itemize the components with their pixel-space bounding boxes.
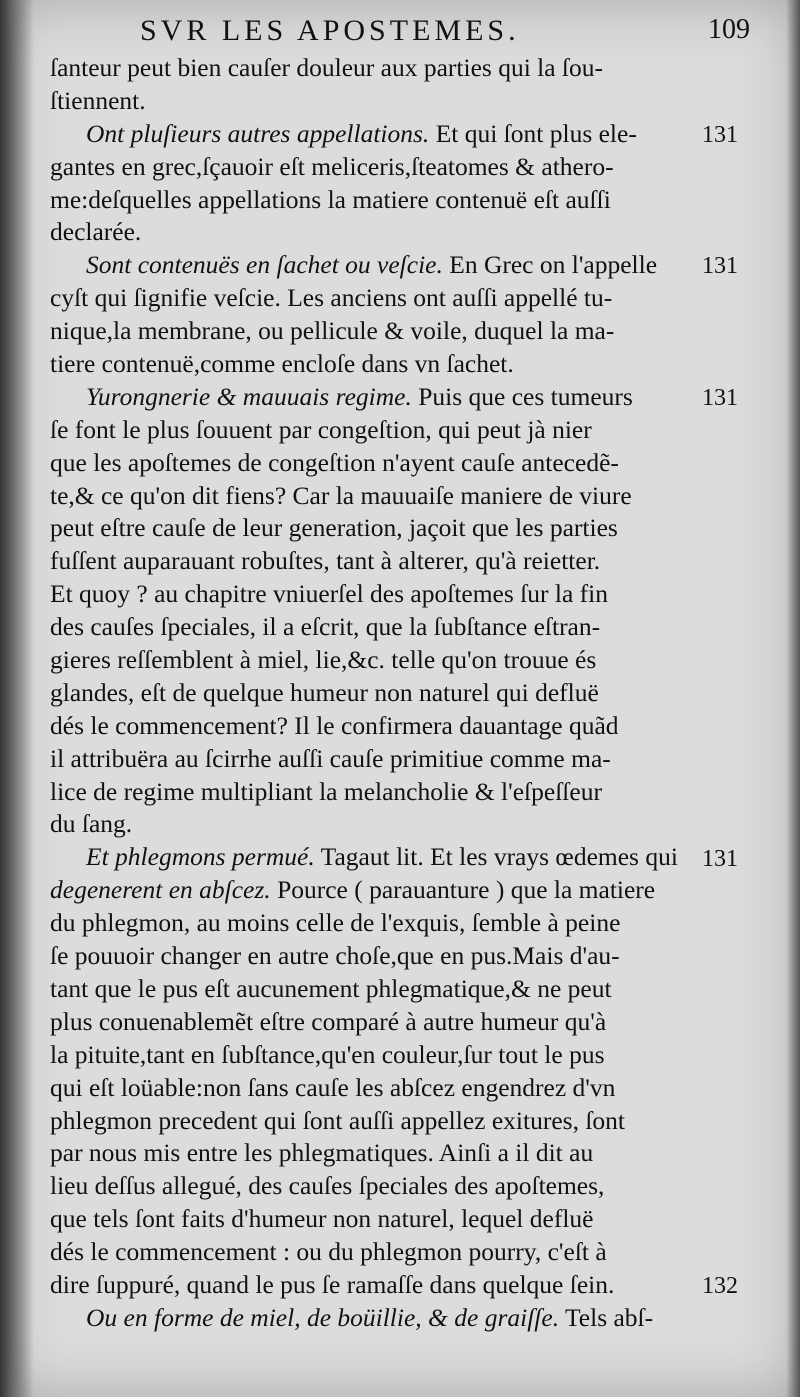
text-line: [50, 1269, 690, 1302]
line-text: fuſſent auparauant robuſtes, tant à alterer, qu'à reietter.: [50, 546, 601, 576]
line-text: Tels abſ-: [559, 1302, 654, 1332]
text-line: [50, 776, 690, 809]
text-line: [50, 644, 690, 677]
page-header: [60, 10, 750, 52]
line-text: du ſang.: [50, 809, 133, 839]
line-text: phlegmon precedent qui ſont auſſi appellez exitures, ſont: [50, 1105, 625, 1135]
line-text: dés le commencement? Il le confirmera dauantage quãd: [50, 710, 619, 740]
line-text: peut eſtre cauſe de leur generation, jaçoit que les parties: [50, 513, 618, 543]
line-text: Pource ( parauanture ) que la matiere: [270, 875, 656, 905]
margin-note: 132: [702, 1273, 738, 1300]
line-text: des cauſes ſpeciales, il a eſcrit, que la ſubſtance eſtran-: [50, 612, 601, 642]
italic-lemma: Sont contenuës en ſachet ou veſcie.: [86, 250, 443, 280]
text-line: [50, 973, 690, 1006]
text-line: [50, 940, 690, 973]
line-text: te,& ce qu'on dit fiens? Car la mauuaiſe maniere de viure: [50, 480, 632, 510]
text-line: [50, 118, 690, 151]
line-text: En Grec on l'appelle: [442, 250, 658, 280]
text-line: [50, 874, 690, 907]
line-text: lice de regime multipliant la melancholie & l'eſpeſſeur: [50, 776, 602, 806]
text-line: [50, 841, 690, 874]
text-line: [50, 52, 690, 85]
line-text: la pituite,tant en ſubſtance,qu'en couleur,ſur tout le pus: [50, 1039, 605, 1069]
text-line: [50, 1039, 690, 1072]
text-line: [50, 545, 690, 578]
line-text: gieres reſſemblent à miel, lie,&c. telle qu'on trouue és: [50, 645, 597, 675]
line-text: il attribuëra au ſcirrhe auſſi cauſe primitiue comme ma-: [50, 743, 611, 773]
line-text: qui eſt loüable:non ſans cauſe les abſcez engendrez d'vn: [50, 1072, 616, 1102]
text-line: [50, 907, 690, 940]
text-line: [50, 1170, 690, 1203]
text-line: [50, 184, 690, 217]
italic-lemma: Ou en forme de miel, de boüillie, & de graiſſe.: [86, 1302, 560, 1332]
text-line: [50, 512, 690, 545]
text-line: [50, 1302, 690, 1335]
text-line: [50, 1137, 690, 1170]
line-text: que tels ſont faits d'humeur non naturel, lequel defluë: [50, 1204, 594, 1234]
line-text: Puis que ces tumeurs: [411, 381, 633, 411]
line-text: ſe font le plus ſouuent par congeſtion, qui peut jà nier: [50, 414, 592, 444]
line-text: tiere contenuë,comme encloſe dans vn ſachet.: [50, 349, 514, 379]
text-line: [50, 1203, 690, 1236]
text-line: [50, 1236, 690, 1269]
edge-shadow: [786, 0, 800, 1397]
line-text: declarée.: [50, 217, 142, 247]
line-text: ſanteur peut bien cauſer douleur aux parties qui la ſou-: [50, 53, 604, 82]
line-text: cyſt qui ſignifie veſcie. Les anciens ont auſſi appellé tu-: [50, 283, 613, 313]
line-text: par nous mis entre les phlegmatiques. Ainſi a il dit au: [50, 1138, 594, 1168]
text-line: [50, 1105, 690, 1138]
line-text: me:deſquelles appellations la matiere contenuë eſt auſſi: [50, 184, 611, 214]
line-text: gantes en grec,ſçauoir eſt meliceris,ſteatomes & athero-: [50, 151, 614, 181]
text-line: [50, 743, 690, 776]
text-line: [50, 414, 690, 447]
text-line: [50, 1072, 690, 1105]
line-text: dire ſuppuré, quand le pus ſe ramaſſe dans quelque ſein.: [50, 1269, 615, 1299]
line-text: Et qui ſont plus ele-: [429, 118, 637, 148]
line-text: plus conuenablemẽt eſtre comparé à autre humeur qu'à: [50, 1006, 607, 1036]
italic-lemma: Ont pluſieurs autres appellations.: [86, 118, 430, 148]
line-text: Tagaut lit. Et les vrays œdemes qui: [314, 842, 678, 872]
margin-note: 131: [702, 385, 738, 411]
running-title: SVR LES APOSTEMES.: [140, 14, 520, 47]
italic-lemma: Yurongnerie & mauuais regime.: [86, 381, 412, 411]
text-line: [50, 447, 690, 480]
text-line: [50, 381, 690, 414]
text-line: [50, 315, 690, 348]
line-text: glandes, eſt de quelque humeur non naturel qui defluë: [50, 677, 599, 707]
text-line: [50, 808, 690, 841]
line-text: nique,la membrane, ou pellicule & voile, duquel la ma-: [50, 316, 615, 346]
text-line: [50, 1006, 690, 1039]
text-line: [50, 151, 690, 184]
text-line: [50, 249, 690, 282]
line-text: tant que le pus eſt aucunement phlegmatique,& ne peut: [50, 973, 612, 1003]
line-text: ſe pouuoir changer en autre choſe,que en pus.Mais d'au-: [50, 941, 620, 971]
text-line: [50, 677, 690, 710]
margin-note: 131: [702, 121, 738, 148]
text-block: [50, 52, 690, 1335]
italic-lemma: Et phlegmons permué.: [86, 842, 315, 872]
margin-note: 131: [702, 253, 738, 280]
gutter-shadow: [0, 0, 34, 1397]
margin-note: 131: [702, 845, 738, 872]
text-line: [50, 578, 690, 611]
line-text: que les apoſtemes de congeſtion n'ayent cauſe antecedẽ-: [50, 447, 619, 477]
line-text: du phlegmon, au moins celle de l'exquis, ſemble à peine: [50, 908, 621, 938]
italic-lemma: degenerent en abſcez.: [50, 875, 271, 905]
page-number: 109: [708, 14, 750, 45]
text-line: [50, 710, 690, 743]
line-text: lieu deſſus allegué, des cauſes ſpeciales des apoſtemes,: [50, 1171, 605, 1201]
text-line: [50, 611, 690, 644]
text-line: [50, 348, 690, 381]
line-text: dés le commencement : ou du phlegmon pourry, c'eſt à: [50, 1237, 607, 1267]
line-text: ſtiennent.: [50, 85, 146, 115]
text-line: [50, 282, 690, 315]
text-line: [50, 480, 690, 513]
text-line: [50, 216, 690, 249]
line-text: Et quoy ? au chapitre vniuerſel des apoſtemes ſur la fin: [50, 579, 608, 609]
text-line: [50, 85, 690, 118]
